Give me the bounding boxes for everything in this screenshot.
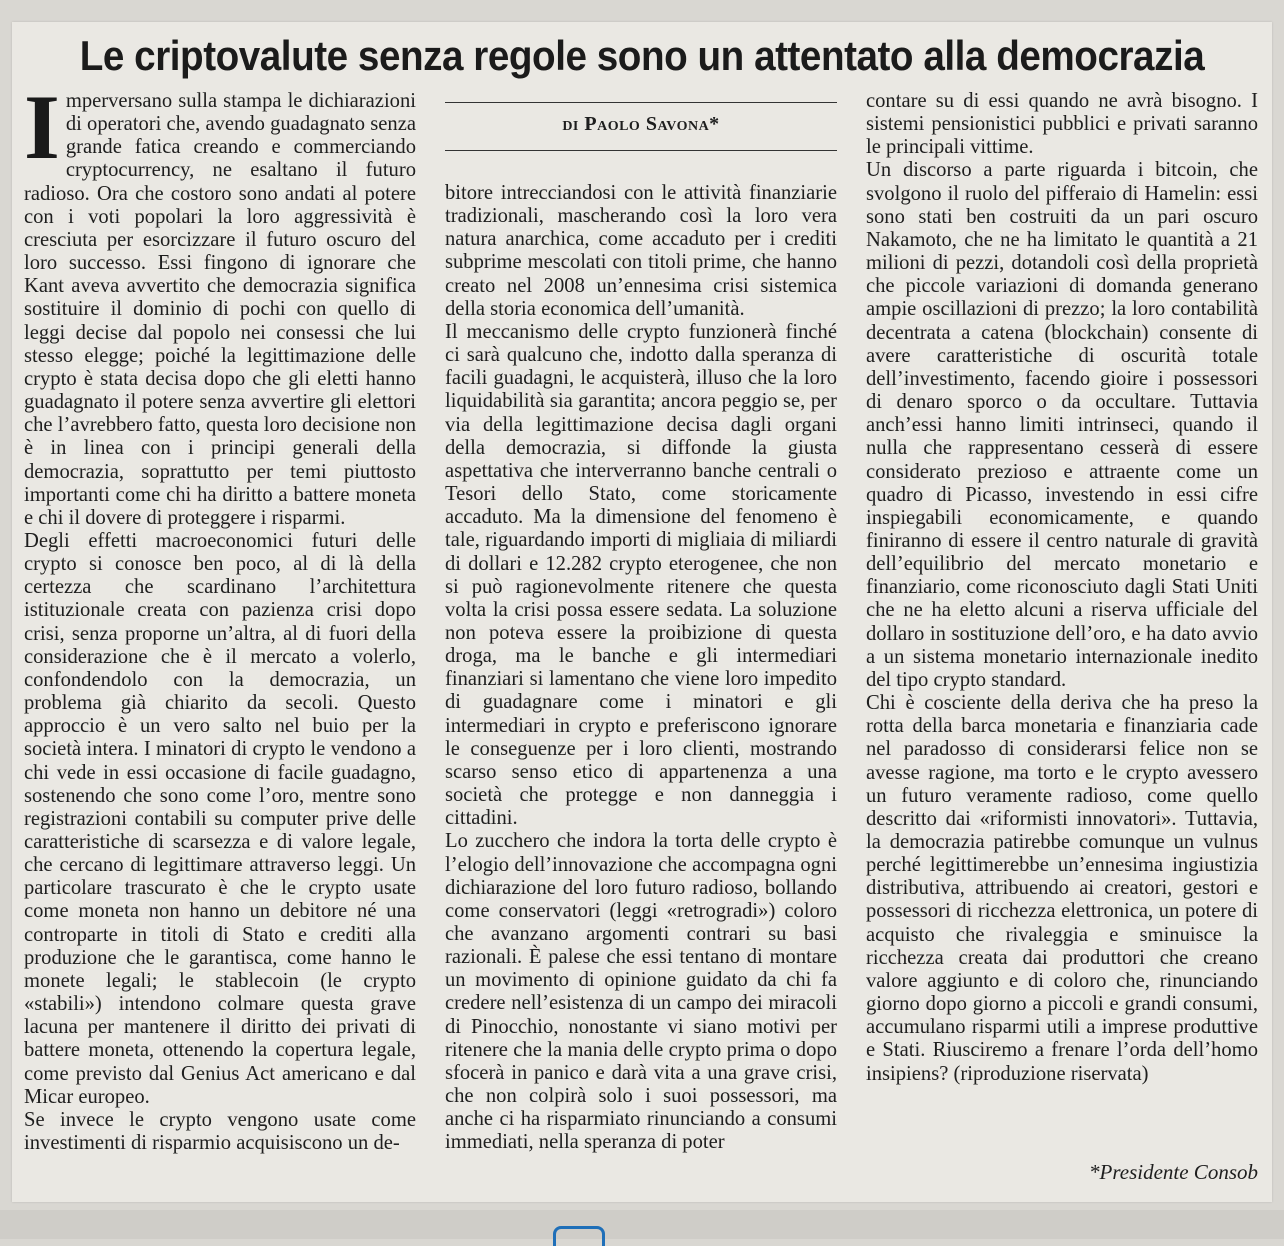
paragraph: contare su di essi quando ne avrà bisogno. I sistemi pensionistici pubblici e privati saranno le principali vittime. [866,90,1258,159]
byline-box [445,98,837,156]
article-column-3 [866,90,1258,1086]
paragraph: Lo zucchero che indora la torta delle crypto è l’elogio dell’innovazione che accompagna ogni dichiarazione del loro futuro radioso, bollando come conservatori (leggi «retrogradi») coloro che avanzano argomenti contrari su basi razionali. È palese che essi tentano di montare un movimento di opinione guidato da chi fa credere nell’esistenza di un campo dei miracoli di Pinocchio, nonostante vi siano motivi per ritenere che la mania delle crypto prima o dopo sfocerà in panico e darà vita a una grave crisi, che non colpirà solo i suoi possessori, ma anche ci ha risparmiato rinunciando a consumi immediati, nella speranza di poter [445,830,837,1154]
bottom-strip [0,1210,1284,1239]
paragraph: Chi è cosciente della deriva che ha preso la rotta della barca monetaria e finanziaria cade nel paradosso di considerarsi felice non se avesse ragione, ma torto e le crypto avessero un futuro veramente radioso, come quello descritto dai «riformisti innovatori». Tuttavia, la democrazia patirebbe comunque un vulnus perché legittimerebbe un’ennesima ingiustizia distributiva, attribuendo ai creatori, gestori e possessori di ricchezza elettronica, un potere di acquisto che rivaleggia e sminuisce la ricchezza creata dai produttori che creano valore aggiunto e di coloro che, rinunciando giorno dopo giorno a piccoli e grandi consumi, accumulano risparmi utili a imprese produttive e Stati. Riusciremo a frenare l’orda dell’homo insipiens? (riproduzione riservata) [866,692,1258,1085]
byline: di Paolo Savona* [562,113,720,135]
article-column-2 [445,182,837,1155]
paragraph: mperversano sulla stampa le dichiarazioni di operatori che, avendo guadagnato senza grande fatica creando e commerciando cryptocurrency, ne esaltano il futuro radioso. Ora che costoro sono andati al potere con i voti popolari la loro aggressività è cresciuta per esorcizzare il futuro oscuro del loro successo. Essi fingono di ignorare che Kant aveva avvertito che democrazia significa sostituire il dominio di pochi con quello di leggi decise dal popolo nei consessi che lui stesso elegge; poiché la legittimazione delle crypto è stata decisa dopo che gli eletti hanno guadagnato il potere senza avvertire gli elettori che l’avrebbero fatto, questa loro decisione non è in linea con i principi generali della democrazia, soprattutto per temi piuttosto importanti come chi ha diritto a battere moneta e chi il dovere di proteggere i risparmi. [24,90,416,529]
paragraph: Un discorso a parte riguarda i bitcoin, che svolgono il ruolo del pifferaio di Hamelin: essi sono stati ben costruiti da un pari oscuro Nakamoto, che ne ha limitato le quantità a 21 milioni di pezzi, dotandoli così della proprietà che piccole variazioni di domanda generano ampie oscillazioni di prezzo; la loro contabilità decentrata a catena (blockchain) consente di avere caratteristiche di oscurità totale dell’investimento, facendo gioire i possessori di denaro sporco o da occultare. Tuttavia anch’essi hanno limiti intrinseci, quando il nulla che rappresentano cesserà di essere considerato prezioso e attraente come un quadro di Picasso, investendo in essi cifre inspiegabili economicamente, e quando finiranno di essere il centro naturale di gravità dell’equilibrio del mercato monetario e finanziario, come riconosciuto dagli Stati Uniti che ne ha eletto alcuni a riserva ufficiale del dollaro in sostituzione dell’oro, e ha dato avvio a un sistema monetario internazionale inedito del tipo crypto standard. [866,159,1258,691]
headline: Le criptovalute senza regole sono un attentato alla democrazia [79,32,1205,79]
paragraph: Se invece le crypto vengono usate come investimenti di risparmio acquisiscono un de- [24,1108,416,1155]
app-icon[interactable] [553,1226,605,1246]
article-column-1 [24,76,416,1155]
paragraph: Degli effetti macroeconomici futuri delle crypto si conosce ben poco, al di là della certezza che scardinano l’architettura istituzionale creata con pazienza crisi dopo crisi, senza proporne un’altra, al di fuori della considerazione che è il mercato a volerlo, confondendolo con la democrazia, un problema già chiarito da secoli. Questo approccio è un vero salto nel buio per la società intera. I minatori di crypto le vendono a chi vede in essi occasione di facile guadagno, sostenendo che sono come l’oro, mentre sono registrazioni contabili su computer prive delle caratteristiche di scarsezza e di valore legale, che cercano di legittimare attraverso leggi. Un particolare trascurato è che le crypto usate come moneta non hanno un debitore né una controparte in titoli di Stato e crediti alla produzione che le garantisca, come hanno le monete legali; le stablecoin (le crypto «stabili») intendono colmare questa grave lacuna per mantenere il diritto dei privati di battere moneta, ottenendo la copertura legale, come previsto dal Genius Act americano e dal Micar europeo. [24,529,416,1108]
byline-rule-bottom [445,150,837,151]
author-signature: *Presidente Consob [1089,1160,1258,1184]
drop-cap: I [24,76,60,178]
paragraph: bitore intrecciandosi con le attività finanziarie tradizionali, mascherando così la loro vera natura anarchica, come accaduto per i crediti subprime mescolati con titoli prime, che hanno creato nel 2008 un’ennesima crisi sistemica della storia economica dell’umanità. [445,182,837,320]
byline-rule-top [445,102,837,103]
newspaper-page [12,22,1272,1202]
paragraph: Il meccanismo delle crypto funzionerà finché ci sarà qualcuno che, indotto dalla speranza di facili guadagni, le acquisterà, illuso che la loro liquidabilità sia garantita; ancora peggio se, per via della legittimazione decisa dagli organi della democrazia, si diffonde la giusta aspettativa che interverranno banche centrali o Tesori dello Stato, come storicamente accaduto. Ma la dimensione del fenomeno è tale, riguardando importi di migliaia di miliardi di dollari e 12.282 crypto eterogenee, che non si può ragionevolmente ritenere che questa volta la crisi possa essere sedata. La soluzione non poteva essere la proibizione di questa droga, ma le banche e gli intermediari finanziari si lamentano che viene loro impedito di guadagnare come i minatori e gli intermediari in crypto e preferiscono ignorare le conseguenze per i loro clienti, mostrando scarso senso etico di appartenenza a una società che protegge e non danneggia i cittadini. [445,320,837,830]
